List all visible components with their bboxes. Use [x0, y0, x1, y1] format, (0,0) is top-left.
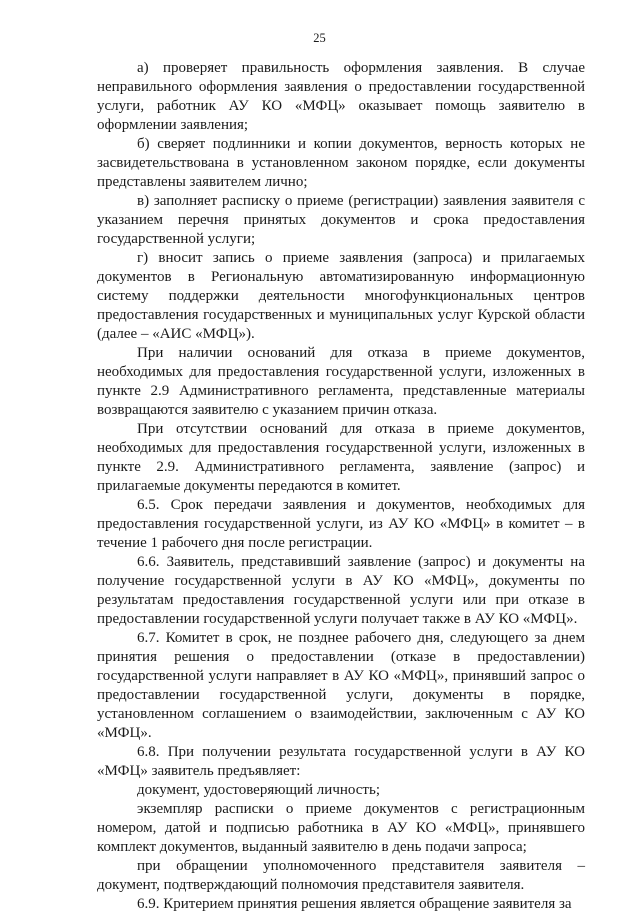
paragraph-refusal-grounds: При наличии оснований для отказа в приеме документов, необходимых для предоставления государственной услуги, изложенных в пункте 2.9 Административного регламента, представленные материалы возвращаются заявителю с указанием причин отказа.	[97, 345, 585, 418]
paragraph-6-8: 6.8. При получении результата государственной услуги в АУ КО «МФЦ» заявитель предъявляет:	[97, 744, 585, 779]
paragraph-no-refusal-grounds: При отсутствии оснований для отказа в приеме документов, необходимых для предоставления государственной услуги, изложенных в пункте 2.9. Административного регламента, заявление (запрос) и прилагаемые документы передаются в комитет.	[97, 421, 585, 494]
paragraph-6-7: 6.7. Комитет в срок, не позднее рабочего дня, следующего за днем принятия решения о предоставлении (отказе в предоставлении) государственной услуги направляет в АУ КО «МФЦ», принявший запрос о предоставлении государственной услуги, документы в порядке, установленном соглашением о взаимодействии, заключенным с АУ КО «МФЦ».	[97, 630, 585, 741]
paragraph-v-fill-receipt: в) заполняет расписку о приеме (регистрации) заявления заявителя с указанием перечня принятых документов и срока предоставления государственной услуги;	[97, 193, 585, 247]
paragraph-6-6: 6.6. Заявитель, представивший заявление (запрос) и документы на получение государственной услуги в АУ КО «МФЦ», документы по результатам предоставления государственной услуги или при отказе в предоставлении государственной услуги получает также в АУ КО «МФЦ».	[97, 554, 585, 627]
page-number: 25	[313, 31, 326, 45]
list-item-representative-document: при обращении уполномоченного представителя заявителя – документ, подтверждающий полномочия представителя заявителя.	[97, 858, 585, 893]
list-item-receipt-copy: экземпляр расписки о приеме документов с регистрационным номером, датой и подписью работника в АУ КО «МФЦ», принявшего комплект документов, выданный заявителю в день подачи запроса;	[97, 801, 585, 855]
document-body	[97, 59, 585, 914]
paragraph-g-register-in-ais: г) вносит запись о приеме заявления (запроса) и прилагаемых документов в Региональную автоматизированную информационную систему поддержки деятельности многофункциональных центров предоставления государственных и муниципальных услуг Курской области (далее – «АИС «МФЦ»).	[97, 250, 585, 342]
list-item-identity-document: документ, удостоверяющий личность;	[137, 782, 380, 798]
paragraph-a-check-application: а) проверяет правильность оформления заявления. В случае неправильного оформления заявления о предоставлении государственной услуги, работник АУ КО «МФЦ» оказывает помощь заявителю в оформлении заявления;	[97, 60, 585, 133]
paragraph-6-5: 6.5. Срок передачи заявления и документов, необходимых для предоставления государственной услуги, из АУ КО «МФЦ» в комитет – в течение 1 рабочего дня после регистрации.	[97, 497, 585, 551]
paragraph-b-verify-originals: б) сверяет подлинники и копии документов, верность которых не засвидетельствована в установленном законом порядке, если документы представлены заявителем лично;	[97, 136, 585, 190]
paragraph-6-9: 6.9. Критерием принятия решения является обращение заявителя за	[137, 896, 572, 912]
